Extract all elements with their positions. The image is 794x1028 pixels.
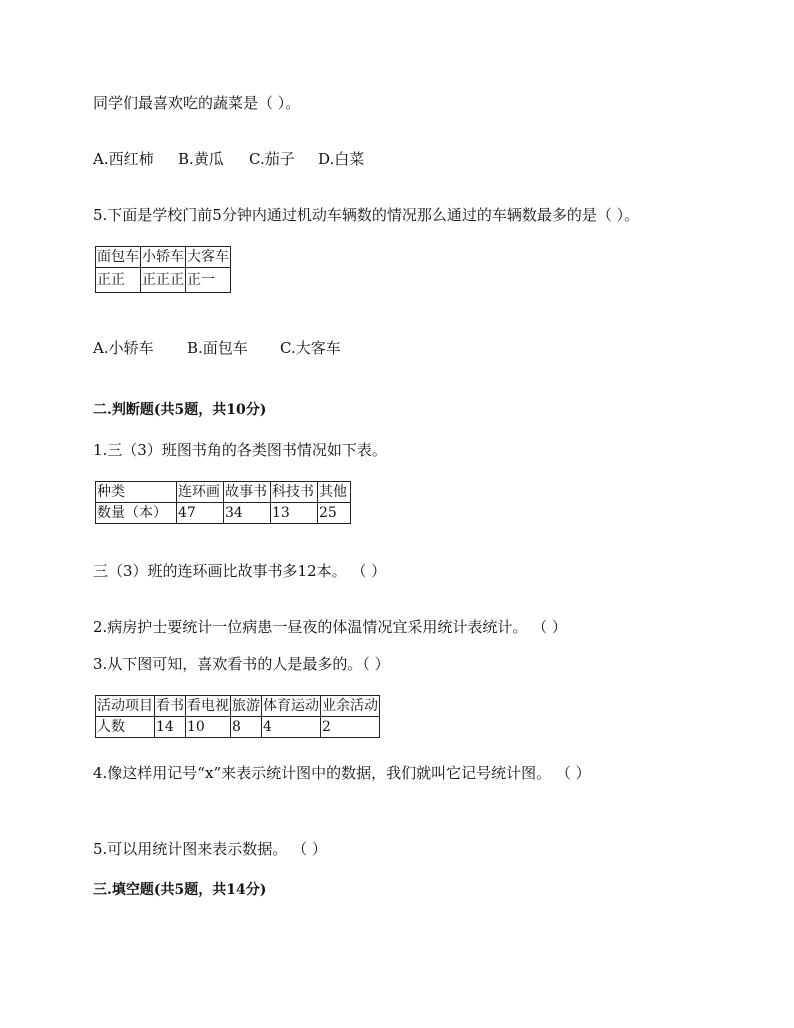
vehicle-tally-table (95, 246, 231, 293)
table-cell: 25 (318, 503, 351, 524)
table-cell: 其他 (318, 482, 351, 503)
options-row (93, 338, 341, 358)
table-cell: 8 (231, 717, 262, 738)
table-cell: 科技书 (271, 482, 318, 503)
option-b: B.面包车 (187, 339, 248, 357)
table-header-row (96, 247, 231, 268)
table-cell: 旅游 (231, 696, 262, 717)
table-cell: 种类 (96, 482, 177, 503)
section-title: 二.判断题(共5题，共10分) (93, 402, 267, 418)
question-text: 2.病房护士要统计一位病患一昼夜的体温情况宜采用统计表统计。 （ ） (93, 618, 567, 636)
table-cell: 看书 (155, 696, 186, 717)
table-cell: 体育运动 (262, 696, 321, 717)
table-cell: 14 (155, 717, 186, 738)
table-cell: 47 (177, 503, 224, 524)
table-cell: 大客车 (186, 247, 231, 268)
option-d: D.白菜 (318, 150, 365, 168)
table-cell: 业余活动 (321, 696, 380, 717)
table-row (96, 503, 351, 524)
option-c: C.茄子 (249, 150, 295, 168)
question-5-text: 5.下面是学校门前5分钟内通过机动车辆数的情况那么通过的车辆数最多的是（ ）。 (93, 206, 640, 224)
table-cell: 2 (321, 717, 380, 738)
option-a: A.小轿车 (93, 339, 154, 357)
options-row (93, 149, 364, 169)
table-cell: 10 (186, 717, 231, 738)
table-cell: 连环画 (177, 482, 224, 503)
table-cell: 34 (224, 503, 271, 524)
option-c: C.大客车 (280, 339, 341, 357)
question-text: 5.可以用统计图来表示数据。 （ ） (93, 840, 327, 858)
table-cell: 活动项目 (96, 696, 155, 717)
book-category-table (95, 481, 351, 524)
question-text: 1.三（3）班图书角的各类图书情况如下表。 (93, 441, 387, 459)
table-cell: 正正 (96, 268, 141, 293)
table-cell: 故事书 (224, 482, 271, 503)
table-cell: 人数 (96, 717, 155, 738)
option-a: A.西红柿 (93, 150, 154, 168)
question-text: 3.从下图可知，喜欢看书的人是最多的。（ ） (93, 655, 390, 673)
question-text: 4.像这样用记号“x”来表示统计图中的数据，我们就叫它记号统计图。 （ ） (93, 764, 591, 782)
table-cell: 看电视 (186, 696, 231, 717)
table-header-row (96, 696, 380, 717)
table-cell: 数量（本） (96, 503, 177, 524)
option-b: B.黄瓜 (178, 150, 224, 168)
table-header-row (96, 482, 351, 503)
section-title: 三.填空题(共5题，共14分) (93, 882, 267, 898)
table-cell: 正一 (186, 268, 231, 293)
table-cell: 正正正 (141, 268, 186, 293)
table-row (96, 268, 231, 293)
table-cell: 面包车 (96, 247, 141, 268)
statement-text: 三（3）班的连环画比故事书多12本。 （ ） (93, 562, 387, 580)
table-cell: 4 (262, 717, 321, 738)
activity-table (95, 695, 380, 738)
table-cell: 13 (271, 503, 318, 524)
table-row (96, 717, 380, 738)
question-text: 同学们最喜欢吃的蔬菜是（ ）。 (93, 94, 301, 112)
table-cell: 小轿车 (141, 247, 186, 268)
